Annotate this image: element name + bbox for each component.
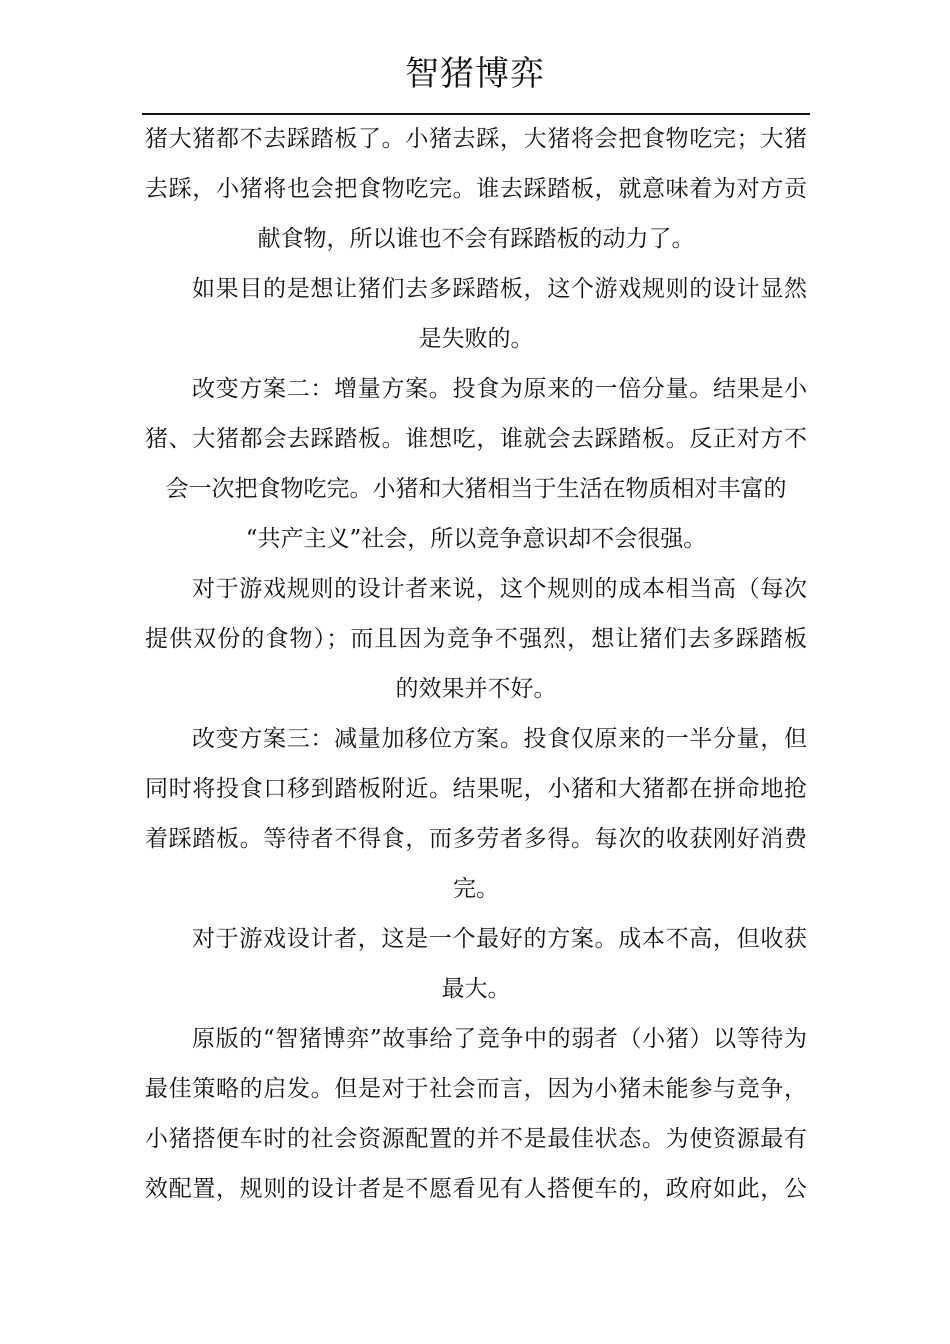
text-line: 猪、大猪都会去踩踏板。谁想吃，谁就会去踩踏板。反正对方不 [145, 426, 807, 452]
text-line: 如果目的是想让猪们去多踩踏板，这个游戏规则的设计显然 [192, 276, 807, 302]
text-line: 原版的“智猪博弈”故事给了竞争中的弱者（小猪）以等待为 [192, 1026, 807, 1052]
text-line: 去踩，小猪将也会把食物吃完。谁去踩踏板，就意味着为对方贡 [145, 176, 807, 202]
text-line: 对于游戏设计者，这是一个最好的方案。成本不高，但收获 [192, 926, 807, 952]
text-line: 对于游戏规则的设计者来说，这个规则的成本相当高（每次 [192, 576, 807, 602]
text-line: 献食物，所以谁也不会有踩踏板的动力了。 [257, 226, 695, 252]
text-line: 完。 [453, 876, 499, 902]
text-line: 效配置，规则的设计者是不愿看见有人搭便车的，政府如此，公 [145, 1176, 807, 1202]
text-line: 会一次把食物吃完。小猪和大猪相当于生活在物质相对丰富的 [165, 476, 787, 502]
text-line: 最大。 [441, 976, 511, 1002]
text-line: 小猪搭便车时的社会资源配置的并不是最佳状态。为使资源最有 [145, 1126, 807, 1152]
text-line: “共产主义”社会，所以竞争意识却不会很强。 [245, 526, 707, 552]
text-line: 最佳策略的启发。但是对于社会而言，因为小猪未能参与竞争， [145, 1076, 807, 1102]
text-line: 着踩踏板。等待者不得食，而多劳者多得。每次的收获刚好消费 [145, 826, 807, 852]
document-title: 智猪博弈 [405, 54, 545, 94]
text-line: 改变方案二：增量方案。投食为原来的一倍分量。结果是小 [192, 376, 807, 402]
document-body [145, 114, 807, 1214]
text-line: 的效果并不好。 [395, 676, 557, 702]
text-line: 猪大猪都不去踩踏板了。小猪去踩，大猪将会把食物吃完；大猪 [145, 126, 807, 152]
text-line: 改变方案三：减量加移位方案。投食仅原来的一半分量，但 [192, 726, 807, 752]
text-line: 是失败的。 [418, 326, 534, 352]
text-line: 提供双份的食物）；而且因为竞争不强烈，想让猪们去多踩踏板 [145, 626, 807, 652]
text-line: 同时将投食口移到踏板附近。结果呢，小猪和大猪都在拼命地抢 [145, 776, 807, 802]
